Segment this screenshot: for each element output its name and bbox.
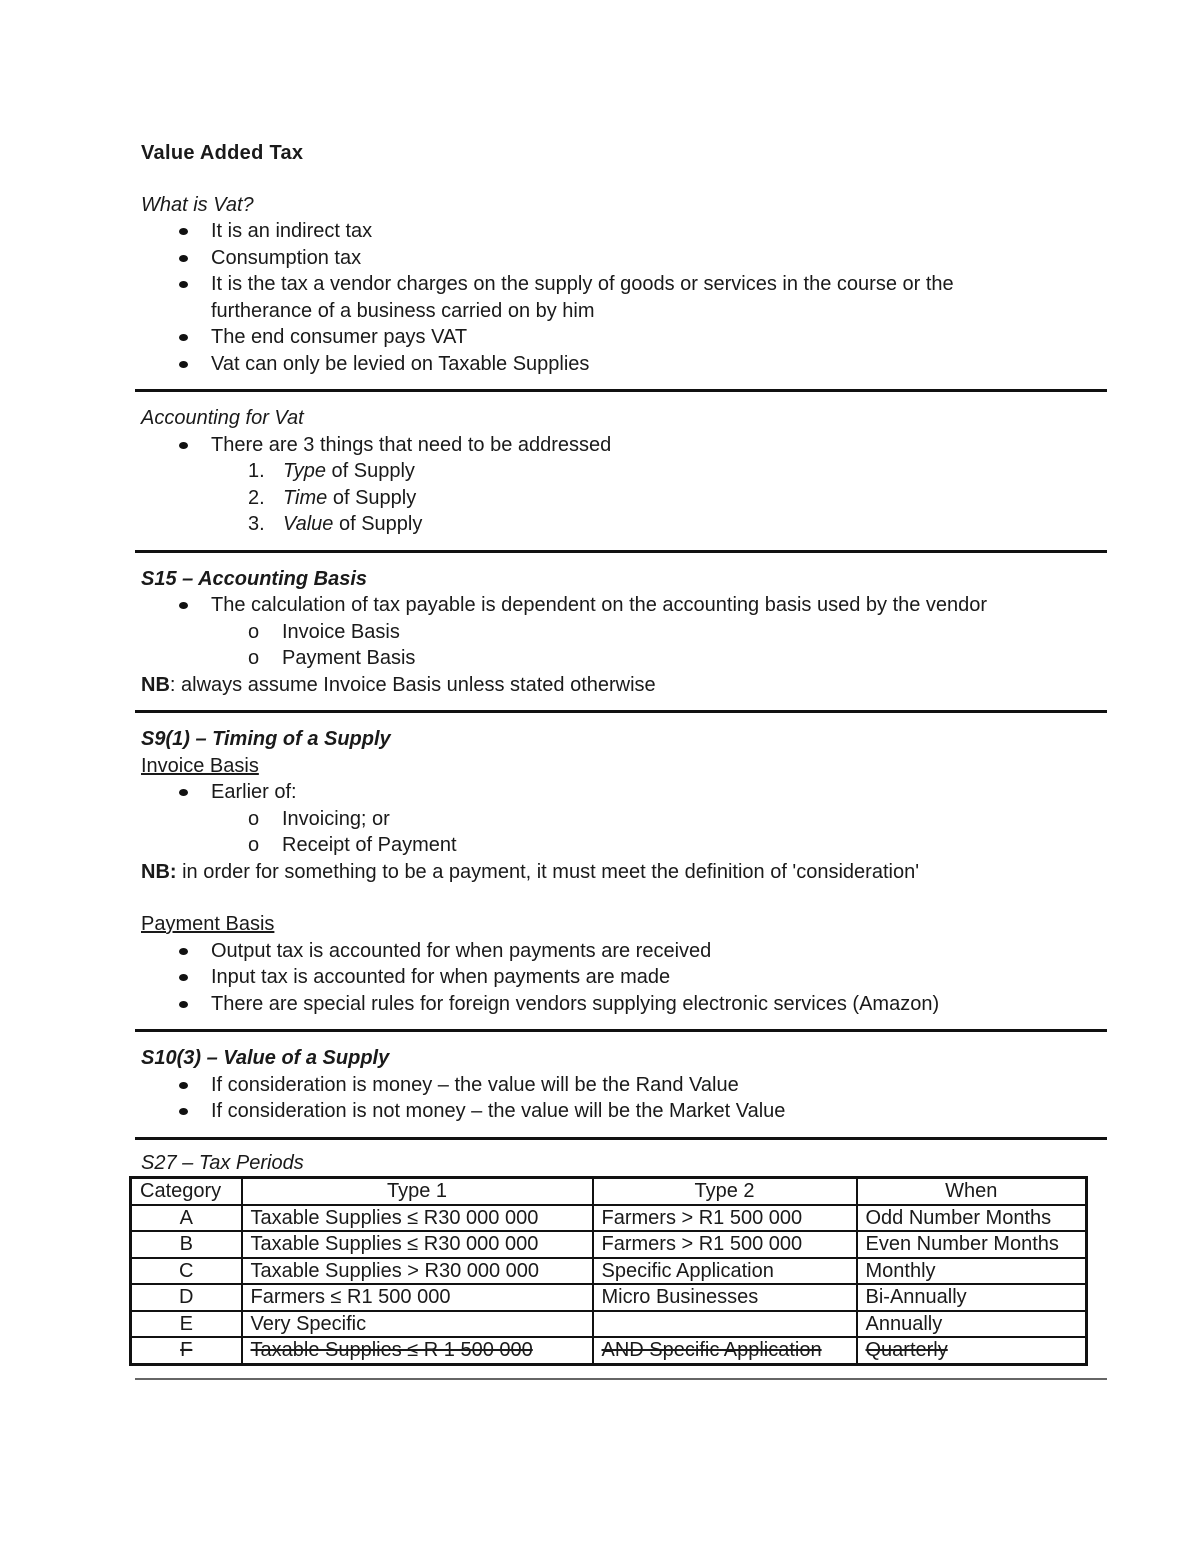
sub-list-item [141,645,1101,672]
section-divider [135,389,1107,392]
nb-label: NB: [141,860,177,883]
sub-bullet-marker: o [248,620,260,643]
list-item-text-continued: furtherance of a business carried on by him [211,299,595,322]
list-item: Earlier of: [141,779,1101,806]
item-number: 2. [248,486,265,509]
payment-basis-heading: Payment Basis [141,913,275,935]
nb-text: in order for something to be a payment, it must meet the definition of 'consideration' [176,860,920,883]
table-cell-type1: Very Specific [242,1311,593,1338]
table-cell-type2: Farmers > R1 500 000 [593,1205,857,1232]
numbered-item [141,485,1101,512]
list-item: Consumption tax [141,245,1101,272]
list-item: Vat can only be levied on Taxable Supplies [141,351,1101,378]
table-row [131,1284,1087,1311]
list-item: Output tax is accounted for when payments are received [141,938,1101,965]
sub-list-item [141,806,1101,833]
s15-heading: S15 – Accounting Basis [141,567,367,590]
table-cell-category: C [131,1258,242,1285]
sub-bullet-marker: o [248,807,260,830]
item-number: 3. [248,513,265,535]
accounting-heading: Accounting for Vat [141,407,304,429]
table-cell-when: Quarterly [857,1337,1087,1364]
accounting-list [141,432,1101,459]
table-cell-type1: Taxable Supplies ≤ R30 000 000 [242,1231,593,1258]
table-cell-category: D [131,1284,242,1311]
list-item: The calculation of tax payable is dependent on the accounting basis used by the vendor [141,592,1101,619]
column-header-when: When [857,1178,1087,1205]
s9-heading: S9(1) – Timing of a Supply [141,728,391,750]
table-cell-category: B [131,1231,242,1258]
table-cell-type1: Farmers ≤ R1 500 000 [242,1284,593,1311]
item-emphasis: Value [283,513,334,535]
s10-list [141,1072,1101,1125]
section-divider [135,550,1107,553]
document-title: Value Added Tax [141,142,304,164]
s15-sub-list [141,619,1101,672]
list-item: There are special rules for foreign vendors supplying electronic services (Amazon) [141,991,1101,1018]
list-item: The end consumer pays VAT [141,324,1101,351]
table-row [131,1231,1087,1258]
table-cell-type1: Taxable Supplies ≤ R30 000 000 [242,1205,593,1232]
s27-heading: S27 – Tax Periods [141,1151,304,1174]
table-cell-when: Bi-Annually [857,1284,1087,1311]
list-item-text: It is the tax a vendor charges on the supply of goods or services in the course or the [211,273,954,295]
table-cell-category: E [131,1311,242,1338]
nb-label: NB [141,673,170,696]
s10-heading: S10(3) – Value of a Supply [141,1047,390,1069]
column-header-type2: Type 2 [593,1178,857,1205]
sub-list-item [141,619,1101,646]
table-cell-type2 [593,1311,857,1338]
numbered-item [141,458,1101,485]
item-text: of Supply [327,486,417,509]
list-item [141,271,1101,324]
table-cell-type2: Micro Businesses [593,1284,857,1311]
document-content [141,140,1101,1393]
accounting-numbered-list [141,458,1101,538]
sub-item-text: Payment Basis [282,647,416,669]
what-is-vat-list [141,218,1101,377]
table-cell-type2: AND Specific Application [593,1337,857,1364]
item-emphasis: Time [283,486,328,509]
item-number: 1. [248,460,265,482]
numbered-item [141,511,1101,538]
s15-note [141,672,1101,699]
item-text: of Supply [325,460,415,482]
payment-basis-list [141,938,1101,1018]
item-text: of Supply [333,513,423,535]
section-divider [135,1029,1107,1032]
table-cell-type1: Taxable Supplies > R30 000 000 [242,1258,593,1285]
column-header-type1: Type 1 [242,1178,593,1205]
tax-periods-table [129,1176,1088,1366]
sub-bullet-marker: o [248,647,260,669]
list-item: Input tax is accounted for when payments are made [141,964,1101,991]
section-divider [135,1378,1107,1380]
list-item: If consideration is money – the value will be the Rand Value [141,1072,1101,1099]
sub-item-text: Invoicing; or [282,807,390,830]
sub-item-text: Receipt of Payment [282,834,457,856]
table-cell-when: Even Number Months [857,1231,1087,1258]
sub-bullet-marker: o [248,834,260,856]
table-cell-type1: Taxable Supplies ≤ R 1 500 000 [242,1337,593,1364]
table-cell-when: Monthly [857,1258,1087,1285]
table-cell-type2: Specific Application [593,1258,857,1285]
s15-list [141,592,1101,619]
table-row-struck [131,1337,1087,1364]
spacer [141,885,1101,911]
table-cell-when: Annually [857,1311,1087,1338]
table-row [131,1258,1087,1285]
column-header-category: Category [131,1178,242,1205]
list-item: It is an indirect tax [141,218,1101,245]
sub-item-text: Invoice Basis [282,620,400,643]
section-divider [135,710,1107,713]
table-cell-when: Odd Number Months [857,1205,1087,1232]
list-item: If consideration is not money – the value will be the Market Value [141,1098,1101,1125]
table-row [131,1311,1087,1338]
list-item: There are 3 things that need to be addressed [141,432,1101,459]
nb-text: : always assume Invoice Basis unless stated otherwise [169,673,656,696]
table-row [131,1205,1087,1232]
table-cell-type2: Farmers > R1 500 000 [593,1231,857,1258]
table-cell-category: F [131,1337,242,1364]
invoice-basis-heading: Invoice Basis [141,754,259,777]
s9-note [141,859,1101,886]
section-divider [135,1137,1107,1140]
invoice-basis-sub-list [141,806,1101,859]
table-header-row [131,1178,1087,1205]
sub-list-item [141,832,1101,859]
what-is-vat-heading: What is Vat? [141,193,254,216]
item-emphasis: Type [283,460,326,482]
table-cell-category: A [131,1205,242,1232]
invoice-basis-list [141,779,1101,806]
